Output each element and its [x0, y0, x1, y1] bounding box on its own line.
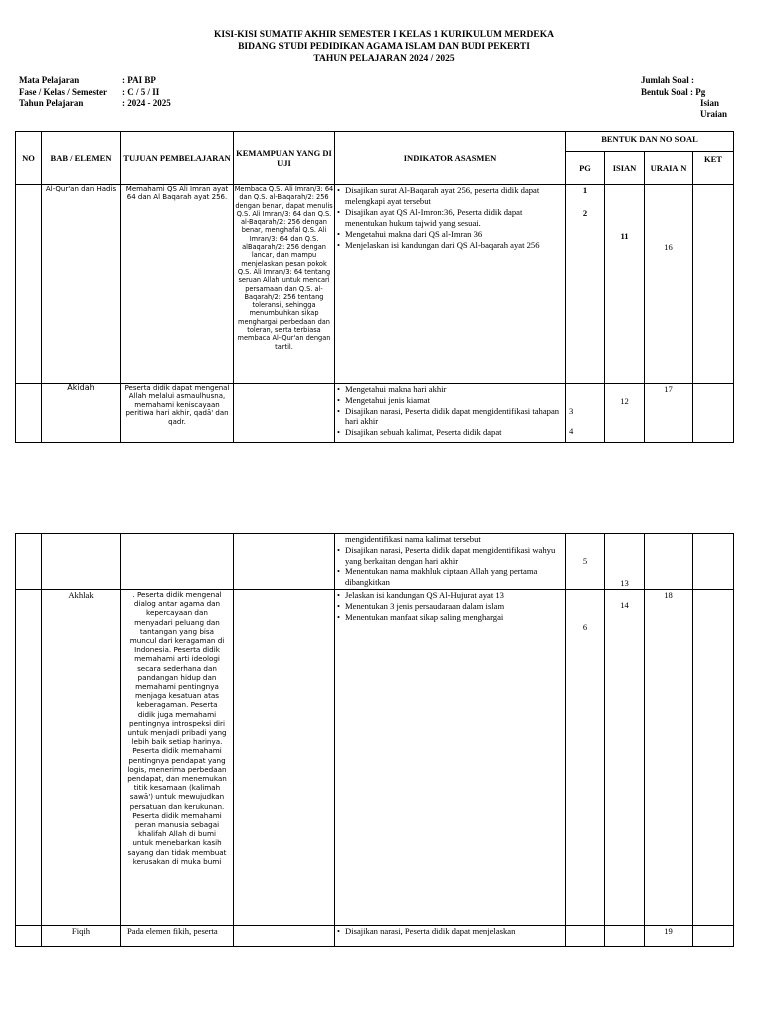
- row4-isian: [605, 590, 645, 926]
- list-item: • Menjelaskan isi kandungan dari QS Al-baqarah ayat 256: [345, 240, 565, 251]
- pg-number: 2: [582, 208, 588, 218]
- row2-tujuan: Peserta didik dapat mengenal Allah melalui asmaulhusna, memahami keniscayaan peritiwa hari akhir, qadā' dan qadr.: [121, 384, 234, 443]
- row1-isian: [605, 185, 645, 384]
- row1-uraian: [645, 185, 693, 384]
- doc-title-line3: TAHUN PELAJARAN 2024 / 2025: [313, 54, 455, 64]
- row3-kemampuan: [234, 534, 335, 590]
- header-indikator: INDIKATOR ASASMEN: [335, 132, 566, 185]
- header-ket: KET: [693, 152, 734, 185]
- row4-uraian: 18: [645, 590, 693, 926]
- bentuk-uraian: Uraian: [700, 109, 727, 119]
- jumlah-soal-label: Jumlah Soal :: [641, 75, 695, 85]
- row2-kemampuan: [234, 384, 335, 443]
- row5-no: [16, 926, 42, 947]
- pg-number: 6: [582, 622, 588, 632]
- pg-number: 3: [569, 406, 574, 416]
- kisi-kisi-table-page1: [15, 131, 734, 443]
- isian-number: 11: [620, 231, 629, 241]
- row1-ket: [693, 185, 734, 384]
- uraian-number: 16: [664, 242, 673, 252]
- row1-kemampuan: Membaca Q.S. Ali Imran/3: 64 dan Q.S. al-Baqarah/2: 256 dengan benar, dapat menulis Q.S. Ali Imran/3: 64 dan Q.S. al-Baqarah/2: 256 dengan benar, menghafal Q.S. Ali Imran/3: 64 dan Q.S. alBaqarah/2: 256 dengan lancar, dan mampu menjelaskan pesan pokok Q.S. Ali Imran/3: 64 tentang seruan Allah untuk mencari persamaan dan Q.S. al-Baqarah/2: 256 tentang toleransi, sehingga menumbuhkan sikap menghargai perbedaan dan toleran, serta terbiasa membaca Al-Qur'an dengan tartil.: [234, 185, 335, 384]
- header-no: NO: [16, 132, 42, 185]
- table-row: [16, 384, 734, 443]
- table-row: [16, 590, 734, 926]
- mapel-value: : PAI BP: [122, 75, 156, 85]
- row3-bab: [42, 534, 121, 590]
- indikator-continuation: mengidentifikasi nama kalimat tersebut: [345, 534, 481, 544]
- isian-number: 14: [620, 600, 629, 610]
- row5-indikator: [335, 926, 566, 947]
- table-row: [16, 926, 734, 947]
- row2-pg: [566, 384, 605, 443]
- list-item: • Menentukan manfaat sikap saling menghargai: [345, 612, 565, 623]
- row2-bab: Akidah: [42, 384, 121, 443]
- tahun-label: Tahun Pelajaran: [19, 98, 84, 108]
- row5-uraian: 19: [645, 926, 693, 947]
- table-row: [16, 534, 734, 590]
- row4-pg: [566, 590, 605, 926]
- header-pg: PG: [566, 152, 605, 185]
- list-item: • Mengetahui makna dari QS al-Imran 36: [345, 229, 565, 240]
- list-item: • Disajikan ayat QS Al-Imron:36, Peserta didik dapat menentukan hukum tajwid yang sesuai.: [345, 207, 565, 229]
- row4-bab: Akhlak: [42, 590, 121, 926]
- row2-uraian: 17: [645, 384, 693, 443]
- row4-kemampuan: [234, 590, 335, 926]
- bentuk-soal-label: Bentuk Soal : Pg: [641, 87, 706, 97]
- mapel-label: Mata Pelajaran: [19, 75, 80, 85]
- row5-pg: [566, 926, 605, 947]
- row1-tujuan: Memahami QS Ali Imran ayat 64 dan Al Baqarah ayat 256.: [121, 185, 234, 384]
- list-item: • Menentukan 3 jenis persaudaraan dalam islam: [345, 601, 565, 612]
- list-item: • Disajikan surat Al-Baqarah ayat 256, peserta didik dapat melengkapi ayat tersebut: [345, 185, 565, 207]
- row2-indikator: [335, 384, 566, 443]
- row3-tujuan: [121, 534, 234, 590]
- list-item: • Disajikan sebuah kalimat, Peserta didik dapat: [345, 427, 565, 438]
- row2-ket: [693, 384, 734, 443]
- row1-pg: [566, 185, 605, 384]
- row3-pg: [566, 534, 605, 590]
- header-isian: ISIAN: [605, 152, 645, 185]
- header-bentuk-soal: BENTUK DAN NO SOAL: [566, 132, 734, 152]
- row5-tujuan: Pada elemen fikih, peserta: [121, 926, 234, 947]
- row5-kemampuan: [234, 926, 335, 947]
- kisi-kisi-table-page2: [15, 533, 734, 947]
- list-item: • Mengetahui makna hari akhir: [345, 384, 565, 395]
- doc-title-line1: KISI-KISI SUMATIF AKHIR SEMESTER I KELAS 1 KURIKULUM MERDEKA: [214, 30, 554, 40]
- header-bab: BAB / ELEMEN: [42, 132, 121, 185]
- isian-number: 12: [620, 396, 629, 406]
- row4-no: [16, 590, 42, 926]
- row1-bab: Al-Qur'an dan Hadis: [42, 185, 121, 384]
- fase-label: Fase / Kelas / Semester: [19, 87, 107, 97]
- list-item: • Mengetahui jenis kiamat: [345, 395, 565, 406]
- pg-number: 1: [582, 185, 588, 195]
- pg-number: 5: [582, 556, 588, 566]
- row3-uraian: [645, 534, 693, 590]
- row5-isian: [605, 926, 645, 947]
- pg-number: 4: [569, 426, 574, 436]
- row5-ket: [693, 926, 734, 947]
- list-item: • Disajikan narasi, Peserta didik dapat menjelaskan: [345, 926, 565, 937]
- row1-indikator: [335, 185, 566, 384]
- fase-value: : C / 5 / II: [122, 87, 160, 97]
- row4-indikator: [335, 590, 566, 926]
- row1-no: [16, 185, 42, 384]
- header-tujuan: TUJUAN PEMBELAJARAN: [121, 132, 234, 185]
- list-item: • Menentukan nama makhluk ciptaan Allah yang pertama dibangkitkan: [345, 566, 565, 588]
- row3-indikator: [335, 534, 566, 590]
- doc-title-line2: BIDANG STUDI PEDIDIKAN AGAMA ISLAM DAN BUDI PEKERTI: [238, 42, 530, 52]
- table-row: [16, 185, 734, 384]
- row5-bab: Fiqih: [42, 926, 121, 947]
- list-item: • Disajikan narasi, Peserta didik dapat mengidentifikasi tahapan hari akhir: [345, 406, 565, 428]
- header-uraian: URAIA N: [645, 152, 693, 185]
- row3-isian: [605, 534, 645, 590]
- row4-ket: [693, 590, 734, 926]
- list-item: • Jelaskan isi kandungan QS Al-Hujurat ayat 13: [345, 590, 565, 601]
- row2-isian: [605, 384, 645, 443]
- row4-tujuan: . Peserta didik mengenal dialog antar agama dan kepercayaan dan menyadari peluang dan tantangan yang bisa muncul dari keragaman di Indonesia. Peserta didik memahami arti ideologi secara sederhana dan pandangan hidup dan memahami pentingnya menjaga kesatuan atas keberagaman. Peserta didik juga memahami pentingnya introspeksi diri untuk menjadi pribadi yang lebih baik setiap harinya. Peserta didik memahami pentingnya pendapat yang logis, menerima perbedaan pendapat, dan menemukan titik kesamaan (kalimah sawā') untuk mewujudkan persatuan dan kerukunan. Peserta didik memahami peran manusia sebagai khalifah Allah di bumi untuk menebarkan kasih sayang dan tidak membuat kerusakan di muka bumi: [121, 590, 234, 926]
- row2-no: [16, 384, 42, 443]
- bentuk-isian: Isian: [700, 98, 720, 108]
- list-item: • Disajikan narasi, Peserta didik dapat mengidentifikasi wahyu yang berkaitan dengan hari akhir: [345, 545, 565, 567]
- tahun-value: : 2024 - 2025: [122, 98, 171, 108]
- row3-no: [16, 534, 42, 590]
- header-kemampuan: KEMAMPUAN YANG DI UJI: [234, 132, 335, 185]
- row3-ket: [693, 534, 734, 590]
- isian-number: 13: [620, 578, 629, 588]
